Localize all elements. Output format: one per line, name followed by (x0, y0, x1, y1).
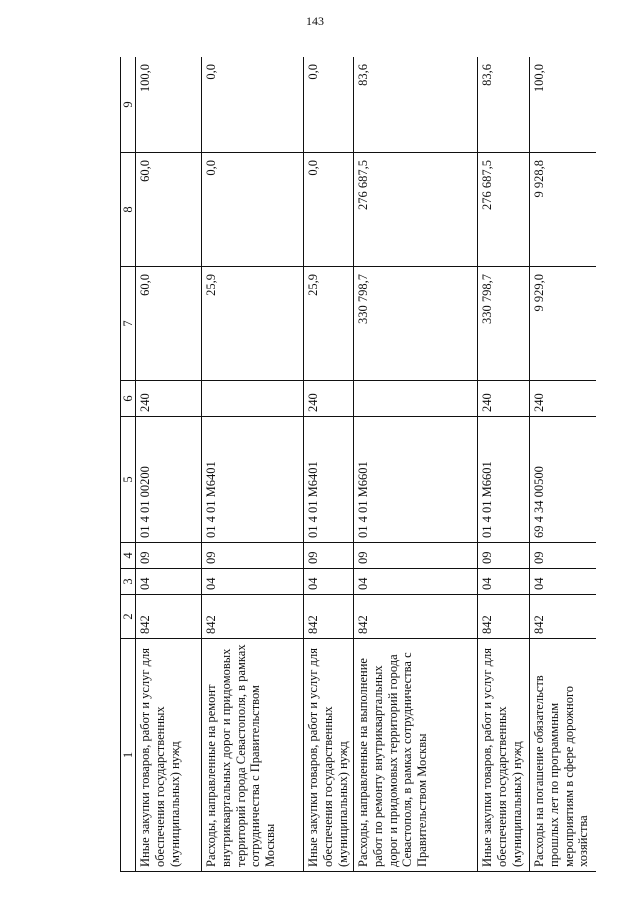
row-executed-amount: 60,0 (136, 153, 202, 267)
budget-table (120, 57, 596, 872)
row-planned-amount: 330 798,7 (478, 267, 530, 381)
column-header: 7 (121, 267, 136, 381)
column-header: 2 (121, 595, 136, 639)
row-code-section: 04 (136, 569, 202, 595)
table-row (136, 57, 202, 872)
row-executed-amount: 276 687,5 (354, 153, 478, 267)
row-target-article: 01 4 01 M6401 (304, 417, 354, 543)
column-header: 4 (121, 543, 136, 569)
column-header: 1 (121, 639, 136, 872)
row-expense-type (202, 381, 304, 417)
row-code-subsection: 09 (304, 543, 354, 569)
row-description: Иные закупки товаров, работ и услуг для обеспечения государственных (муниципальных) нужд (478, 639, 530, 872)
row-code-ministry: 842 (202, 595, 304, 639)
row-planned-amount: 330 798,7 (354, 267, 478, 381)
row-percent-executed: 100,0 (136, 57, 202, 153)
row-code-section: 04 (530, 569, 597, 595)
row-executed-amount: 0,0 (202, 153, 304, 267)
row-planned-amount: 25,9 (304, 267, 354, 381)
row-code-ministry: 842 (478, 595, 530, 639)
column-header: 8 (121, 153, 136, 267)
row-executed-amount: 276 687,5 (478, 153, 530, 267)
row-description: Расходы на погашение обязательств прошлых лет по программным мероприятиям в сфере дорожного хозяйства (530, 639, 597, 872)
page-number: 143 (306, 14, 324, 28)
row-description: Расходы, направленные на ремонт внутриквартальных дорог и придомовых территорий города Севастополя, в рамках сотрудничества с Правительством Москвы (202, 639, 304, 872)
table-row (202, 57, 304, 872)
row-percent-executed: 100,0 (530, 57, 597, 153)
row-planned-amount: 60,0 (136, 267, 202, 381)
row-description: Расходы, направленные на выполнение работ по ремонту внутриквартальных дорог и придомовых территорий города Севастополя, в рамках сотрудничества с Правительством Москвы (354, 639, 478, 872)
table-row (354, 57, 478, 872)
row-executed-amount: 0,0 (304, 153, 354, 267)
row-expense-type: 240 (304, 381, 354, 417)
row-expense-type (354, 381, 478, 417)
row-target-article: 69 4 34 00500 (530, 417, 597, 543)
row-code-subsection: 09 (354, 543, 478, 569)
row-percent-executed: 83,6 (478, 57, 530, 153)
row-code-subsection: 09 (478, 543, 530, 569)
row-code-section: 04 (354, 569, 478, 595)
row-expense-type: 240 (530, 381, 597, 417)
row-code-ministry: 842 (530, 595, 597, 639)
row-code-subsection: 09 (202, 543, 304, 569)
row-description: Иные закупки товаров, работ и услуг для обеспечения государственных (муниципальных) нужд (136, 639, 202, 872)
row-planned-amount: 25,9 (202, 267, 304, 381)
row-expense-type: 240 (136, 381, 202, 417)
row-code-ministry: 842 (304, 595, 354, 639)
table-header-row (121, 57, 136, 872)
row-code-section: 04 (478, 569, 530, 595)
column-header: 5 (121, 417, 136, 543)
row-code-section: 04 (304, 569, 354, 595)
row-percent-executed: 0,0 (202, 57, 304, 153)
row-executed-amount: 9 928,8 (530, 153, 597, 267)
row-planned-amount: 9 929,0 (530, 267, 597, 381)
table-row (478, 57, 530, 872)
row-target-article: 01 4 01 M6601 (478, 417, 530, 543)
row-code-subsection: 09 (136, 543, 202, 569)
row-percent-executed: 83,6 (354, 57, 478, 153)
column-header: 3 (121, 569, 136, 595)
table-row (304, 57, 354, 872)
rotated-table-wrapper (120, 57, 596, 872)
table-row (530, 57, 597, 872)
column-header: 6 (121, 381, 136, 417)
row-target-article: 01 4 01 M6401 (202, 417, 304, 543)
row-code-subsection: 09 (530, 543, 597, 569)
table-container (120, 57, 596, 872)
row-target-article: 01 4 01 M6601 (354, 417, 478, 543)
row-code-section: 04 (202, 569, 304, 595)
column-header: 9 (121, 57, 136, 153)
row-percent-executed: 0,0 (304, 57, 354, 153)
row-description: Иные закупки товаров, работ и услуг для обеспечения государственных (муниципальных) нужд (304, 639, 354, 872)
row-code-ministry: 842 (354, 595, 478, 639)
row-code-ministry: 842 (136, 595, 202, 639)
row-expense-type: 240 (478, 381, 530, 417)
row-target-article: 01 4 01 00200 (136, 417, 202, 543)
